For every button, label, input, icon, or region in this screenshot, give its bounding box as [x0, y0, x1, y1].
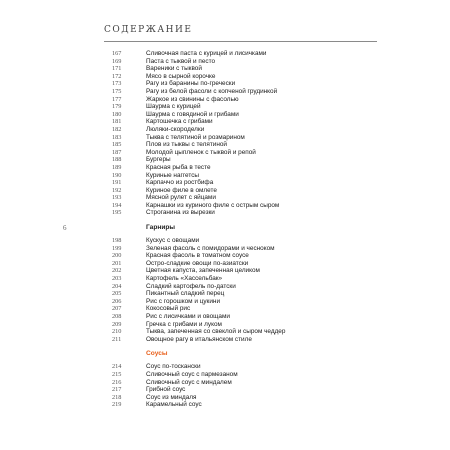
toc-entry-title: Рагу из белой фасоли с копченой грудинкой — [146, 87, 278, 95]
section-heading-sauces: Соусы — [146, 350, 168, 358]
page-number: 6 — [63, 224, 67, 232]
toc-entry-title: Мясной рулет с яйцами — [146, 194, 216, 202]
toc-entry-title: Мясо в сырной корочке — [146, 72, 216, 80]
toc-entry-page: 191 — [112, 179, 122, 187]
toc-entry-page: 190 — [112, 171, 122, 179]
toc-entry-title: Люляки-скороделки — [146, 125, 205, 133]
toc-entry-title: Жаркое из свинины с фасолью — [146, 95, 239, 103]
toc-entry-title: Гречка с грибами и луком — [146, 320, 222, 328]
toc-entry-page: 181 — [112, 118, 122, 126]
toc-entry-page: 216 — [112, 378, 122, 386]
toc-entry-title: Картошечка с грибами — [146, 118, 213, 126]
toc-entry[interactable] — [112, 252, 382, 260]
toc-entry-title: Овощное рагу в итальянском стиле — [146, 335, 252, 343]
toc-entry-page: 169 — [112, 57, 122, 65]
toc-entry[interactable] — [112, 164, 382, 172]
toc-entry-page: 218 — [112, 393, 122, 401]
toc-list — [112, 50, 382, 409]
toc-entry-title: Рагу из баранины по-гречески — [146, 80, 236, 88]
toc-entry[interactable] — [112, 245, 382, 253]
toc-entry-page: 205 — [112, 290, 122, 298]
toc-entry-title: Пикантный сладкий перец — [146, 290, 225, 298]
toc-entry-title: Сливочный соус с пармезаном — [146, 370, 238, 378]
toc-entry-title: Соус из миндаля — [146, 393, 197, 401]
toc-entry-page: 167 — [112, 50, 122, 57]
toc-entry-page: 210 — [112, 328, 122, 336]
sauces-list — [112, 363, 382, 409]
toc-entry[interactable] — [112, 328, 382, 336]
toc-entry-page: 215 — [112, 370, 122, 378]
toc-entry-page: 199 — [112, 244, 122, 252]
toc-entry[interactable] — [112, 336, 382, 344]
toc-entry[interactable] — [112, 134, 382, 142]
toc-entry-title: Тыква, запеченная со свеклой и сыром чеддер — [146, 328, 286, 336]
toc-entry-page: 182 — [112, 125, 122, 133]
toc-entry-page: 187 — [112, 148, 122, 156]
toc-entry-page: 195 — [112, 209, 122, 217]
toc-entry-page: 189 — [112, 163, 122, 171]
toc-entry-title: Картофель «Хассельбак» — [146, 275, 223, 283]
toc-entry-page: 202 — [112, 267, 122, 275]
toc-entry-title: Цветная капуста, запеченная целиком — [146, 267, 260, 275]
toc-entry-title: Соус по-тоскански — [146, 363, 201, 371]
toc-entry[interactable] — [112, 194, 382, 202]
toc-entry-page: 172 — [112, 72, 122, 80]
toc-entry-title: Остро-сладкие овощи по-азиатски — [146, 259, 249, 267]
toc-entry-title: Красная рыба в тесте — [146, 163, 211, 171]
toc-entry[interactable] — [112, 363, 382, 371]
toc-entry-title: Куриные наггетсы — [146, 171, 200, 179]
toc-entry[interactable] — [112, 179, 382, 187]
toc-entry[interactable] — [112, 386, 382, 394]
toc-entry-title: Плов из тыквы с телятиной — [146, 141, 227, 149]
toc-entry-page: 193 — [112, 194, 122, 202]
toc-entry-title: Сладкий картофель по-датски — [146, 282, 236, 290]
toc-entry[interactable] — [112, 401, 382, 409]
toc-entry[interactable] — [112, 172, 382, 180]
toc-entry[interactable] — [112, 103, 382, 111]
toc-entry-page: 219 — [112, 401, 122, 409]
toc-entry[interactable] — [112, 305, 382, 313]
toc-entry-page: 188 — [112, 156, 122, 164]
toc-entry-page: 198 — [112, 237, 122, 245]
toc-entry-page: 208 — [112, 313, 122, 320]
toc-entry-title: Сливочный соус с миндалем — [146, 378, 232, 386]
toc-entry-page: 217 — [112, 386, 122, 394]
toc-entry-title: Куриное филе в омлете — [146, 186, 217, 194]
toc-entry-page: 207 — [112, 305, 122, 313]
toc-entry-page: 194 — [112, 201, 122, 209]
toc-entry-page: 175 — [112, 87, 122, 95]
toc-entry[interactable] — [112, 118, 382, 126]
toc-entry-page: 183 — [112, 133, 122, 141]
toc-entry[interactable] — [112, 275, 382, 283]
toc-entry[interactable] — [112, 290, 382, 298]
toc-entry-title: Бургеры — [146, 156, 171, 164]
toc-entry[interactable] — [112, 126, 382, 134]
toc-entry-page: 185 — [112, 141, 122, 149]
toc-entry[interactable] — [112, 80, 382, 88]
toc-entry-page: 214 — [112, 363, 122, 371]
toc-entry-page: 201 — [112, 259, 122, 267]
toc-entry[interactable] — [112, 202, 382, 210]
toc-entry[interactable] — [112, 267, 382, 275]
toc-entry-title: Тыква с телятиной и розмарином — [146, 133, 245, 141]
toc-entry-title: Кускус с овощами — [146, 237, 200, 245]
page-title: СОДЕРЖАНИЕ — [104, 25, 193, 35]
toc-entry[interactable] — [112, 313, 382, 321]
toc-entry-page: 209 — [112, 320, 122, 328]
toc-entry-page: 173 — [112, 80, 122, 88]
toc-entry-page: 206 — [112, 297, 122, 305]
toc-entry-title: Шаурма с курицей — [146, 103, 201, 111]
toc-entry-title: Рис с горошком и цукини — [146, 297, 221, 305]
toc-entry-page: 180 — [112, 110, 122, 118]
toc-entry-page: 171 — [112, 65, 122, 73]
toc-entry[interactable] — [112, 371, 382, 379]
toc-entry[interactable] — [112, 65, 382, 73]
toc-entry[interactable] — [112, 88, 382, 96]
toc-entry-title: Вареники с тыквой — [146, 65, 202, 73]
title-divider — [104, 41, 377, 42]
toc-entry[interactable] — [112, 156, 382, 164]
toc-entry-title: Строганина из вырезки — [146, 209, 215, 217]
toc-entry-title: Шаурма с говядиной и грибами — [146, 110, 239, 118]
main-courses-list — [112, 50, 382, 217]
toc-entry-page: 179 — [112, 103, 122, 111]
toc-entry-title: Грибной соус — [146, 386, 186, 394]
toc-entry-page: 211 — [112, 335, 122, 343]
garnish-list — [112, 237, 382, 343]
toc-entry-page: 200 — [112, 252, 122, 260]
toc-entry-page: 204 — [112, 282, 122, 290]
toc-entry-title: Зеленая фасоль с помидорами и чесноком — [146, 244, 275, 252]
toc-entry[interactable] — [112, 237, 382, 245]
toc-entry[interactable] — [112, 260, 382, 268]
toc-entry-page: 203 — [112, 275, 122, 283]
toc-entry-title: Паста с тыквой и песто — [146, 57, 216, 65]
toc-entry-title: Сливочная паста с курицей и лисичками — [146, 50, 267, 57]
toc-entry[interactable] — [112, 209, 382, 217]
toc-entry-page: 177 — [112, 95, 122, 103]
section-heading-garnish: Гарниры — [146, 224, 176, 232]
toc-entry-page: 192 — [112, 186, 122, 194]
toc-entry-title: Карнашки из куриного филе с острым сыром — [146, 201, 280, 209]
toc-entry-title: Рис с лисичками и овощами — [146, 313, 230, 320]
toc-entry-title: Карпаччо из ростбифа — [146, 179, 214, 187]
toc-entry-title: Красная фасоль в томатном соусе — [146, 252, 249, 260]
toc-entry[interactable] — [112, 141, 382, 149]
toc-entry[interactable] — [112, 149, 382, 157]
toc-entry-title: Кокосовый рис — [146, 305, 191, 313]
toc-entry[interactable] — [112, 50, 382, 58]
toc-entry-title: Молодой цыпленок с тыквой и репой — [146, 148, 256, 156]
toc-entry-title: Карамельный соус — [146, 401, 202, 409]
